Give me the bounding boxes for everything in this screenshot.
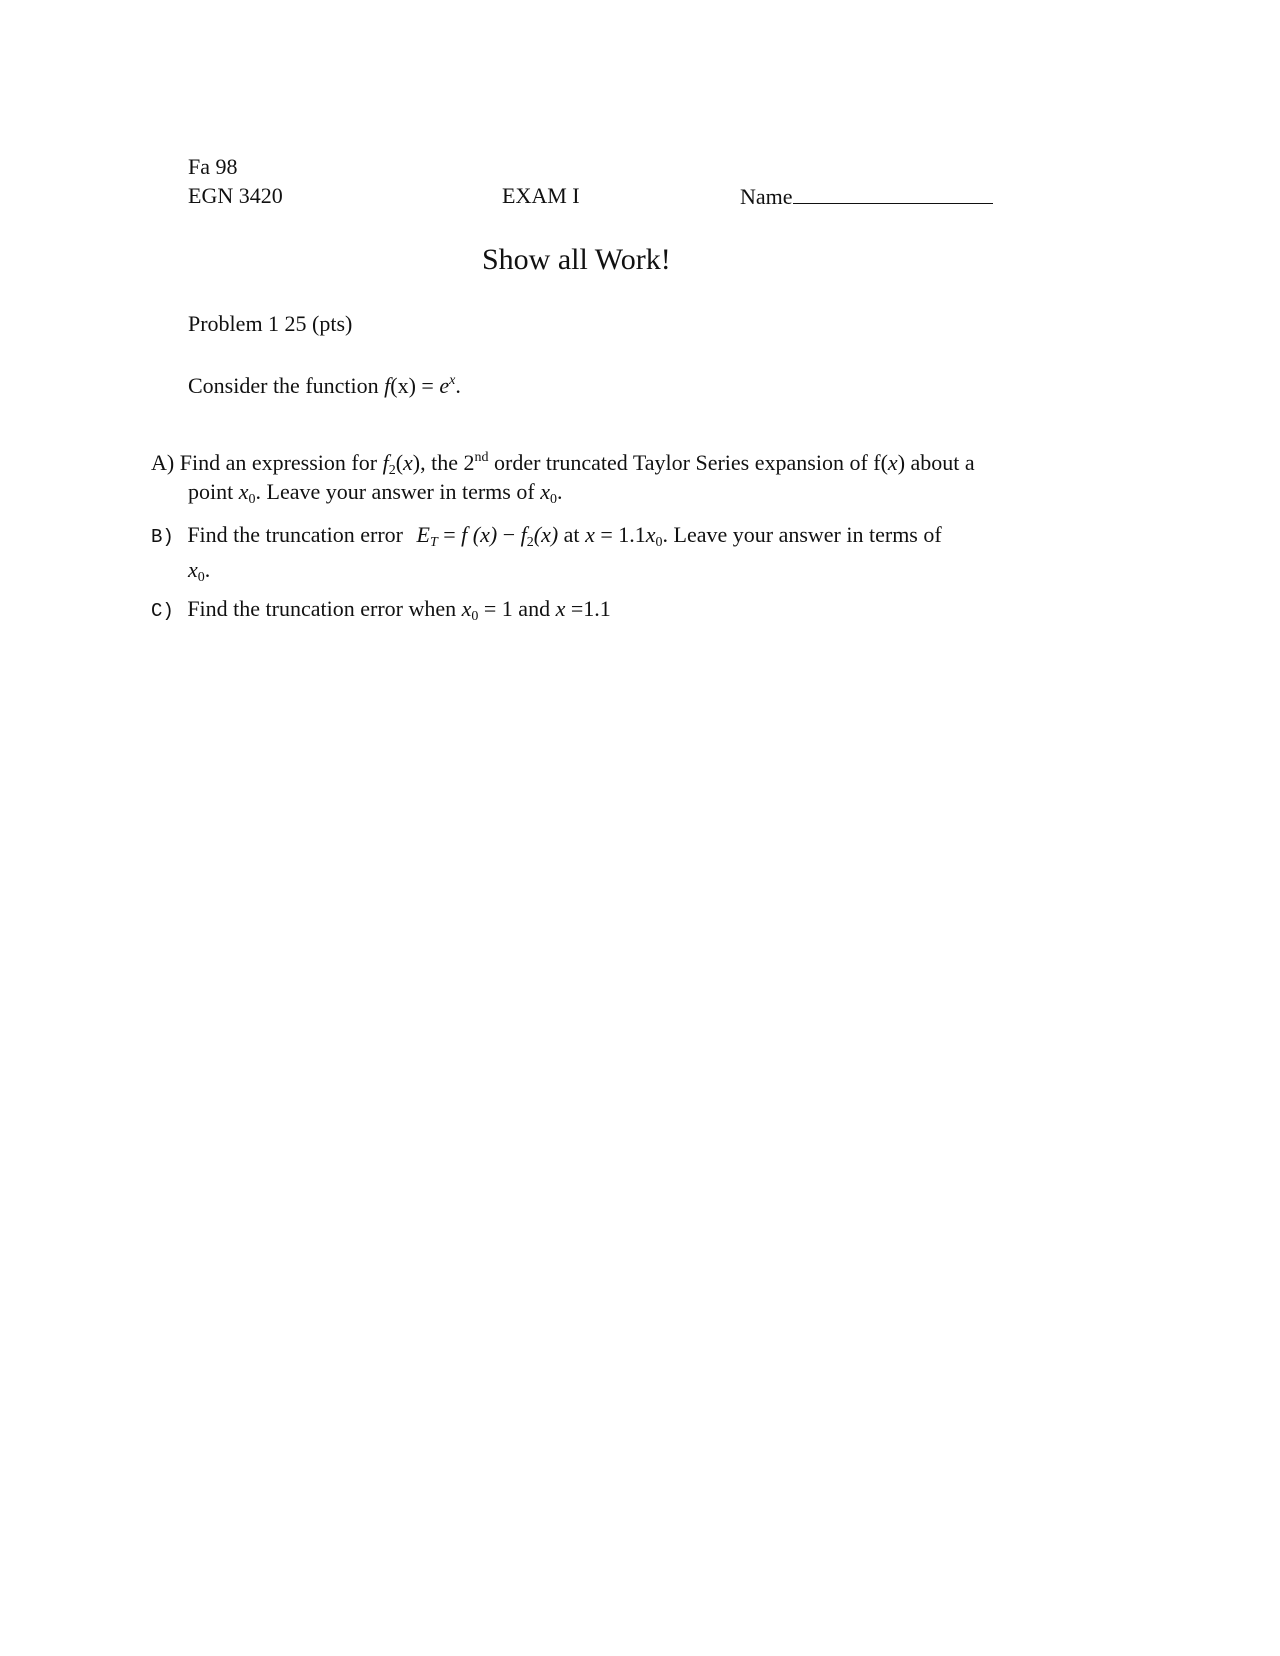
function-arg: (x) (390, 373, 416, 398)
part-b-text3: = 1.1 (594, 522, 646, 547)
part-a-x2: x (887, 450, 898, 475)
part-b-l2-x: x (188, 557, 198, 582)
part-b-f2-sub: 2 (526, 535, 534, 550)
part-b-line2 (188, 557, 210, 583)
part-b-f1: f (461, 522, 468, 547)
part-a-text3: order truncated Taylor Series expansion of f( (488, 450, 888, 475)
part-a-x0b: x (540, 479, 550, 504)
part-c-label: C) (151, 600, 174, 622)
function-eq: = (415, 373, 440, 398)
semester-label: Fa 98 (188, 154, 238, 179)
part-a-text1: Find an expression for (174, 450, 383, 475)
part-b-text4: . Leave your answer in terms of (662, 522, 942, 547)
part-c-x0: x (461, 596, 472, 621)
part-b-text1: Find the truncation error (187, 522, 403, 547)
part-a-l2-text1: point (188, 479, 239, 504)
name-blank-line (793, 183, 993, 204)
intro-text: Consider the function (188, 373, 379, 398)
part-a-label: A) (151, 450, 175, 475)
part-a-l2-text2: . Leave your answer in terms of (255, 479, 541, 504)
part-c-line1 (151, 596, 611, 624)
part-b-eq: = (437, 522, 462, 547)
part-a-line2 (188, 479, 562, 505)
exam-title: EXAM I (502, 183, 580, 208)
function-exp: x (449, 373, 456, 388)
part-a-x: x (403, 450, 413, 475)
part-b-l2-sub: 0 (197, 570, 205, 585)
part-b-line1 (151, 522, 942, 550)
part-b-E-sub: T (429, 535, 438, 550)
part-c-x: x (555, 596, 566, 621)
part-c-text3: =1.1 (565, 596, 611, 621)
part-b-x0-sub: 0 (655, 535, 663, 550)
part-a-text2: ), the 2 (412, 450, 475, 475)
part-c-text1: Find the truncation error when (187, 596, 462, 621)
part-a-l2-end: . (556, 479, 563, 504)
part-a-x0-sub: 0 (248, 492, 256, 507)
page-title: Show all Work! (482, 243, 671, 276)
part-b-x0: x (645, 522, 656, 547)
part-c-x0-sub: 0 (471, 609, 479, 624)
course-code: EGN 3420 (188, 183, 283, 208)
part-b-minus: − (497, 522, 521, 547)
part-b-l2-end: . (204, 557, 211, 582)
function-end: . (455, 373, 461, 398)
part-a-text4: ) about a (897, 450, 975, 475)
part-b-arg2: (x) (533, 522, 559, 547)
part-b-x: x (585, 522, 595, 547)
part-a-f-sub: 2 (388, 463, 396, 478)
problem-heading: Problem 1 25 (pts) (188, 311, 353, 336)
part-a-paren: ( (395, 450, 404, 475)
part-b-arg1: (x) (467, 522, 498, 547)
name-field (740, 183, 993, 210)
name-label: Name (740, 184, 793, 209)
part-a-sup: nd (474, 450, 489, 465)
function-base: e (439, 373, 450, 398)
part-a-line1 (151, 450, 975, 476)
part-b-E: E (416, 522, 430, 547)
part-b-text2: at (558, 522, 586, 547)
part-c-text2: = 1 and (478, 596, 556, 621)
problem-intro (188, 373, 461, 399)
part-a-x0: x (238, 479, 249, 504)
part-b-f2: f (520, 522, 527, 547)
function-f: f (384, 373, 391, 398)
part-a-f: f (382, 450, 389, 475)
part-b-label: B) (151, 526, 174, 548)
part-a-x0b-sub: 0 (549, 492, 557, 507)
